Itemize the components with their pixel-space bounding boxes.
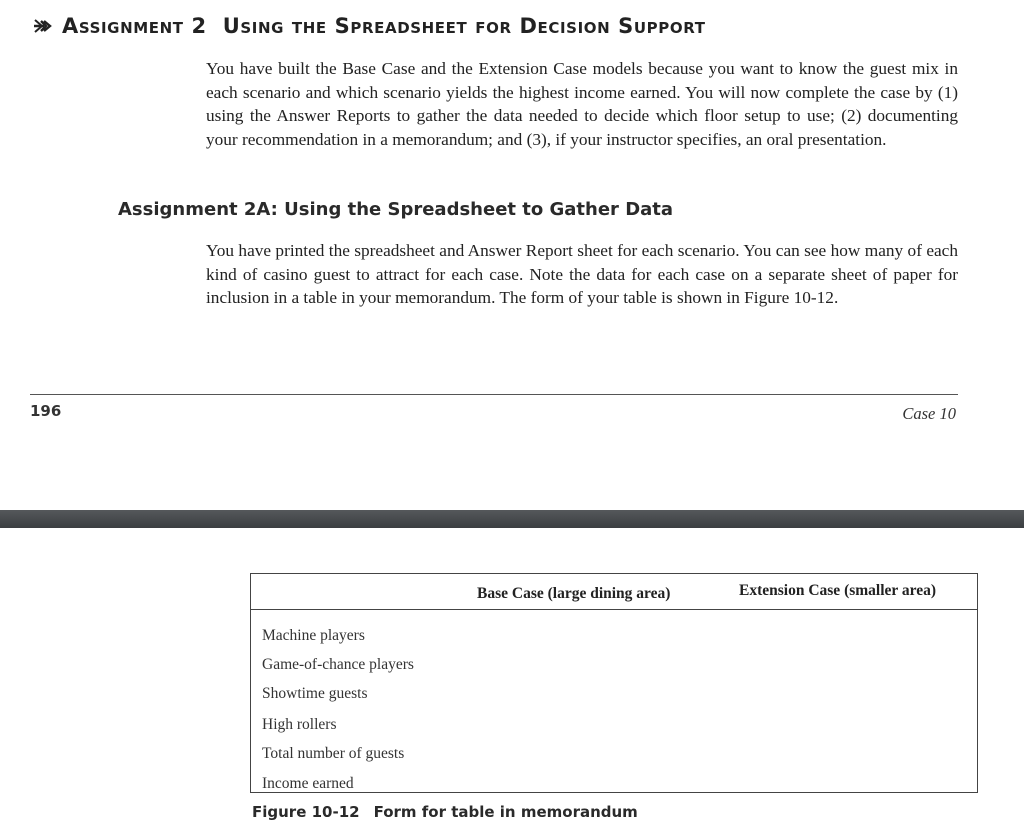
table-row: High rollers: [262, 716, 337, 733]
instruction-paragraph: You have printed the spreadsheet and Answer Report sheet for each scenario. You can see how many of each kind of casino guest to attract for each case. Note the data for each case on a separate sheet of paper for inclusion in a table in your memorandum. The form of your table is shown in Figure 10-12.: [206, 241, 958, 307]
header-rule: [251, 609, 977, 610]
table-row: Game-of-chance players: [262, 656, 414, 673]
column-header-base-case: Base Case (large dining area): [477, 585, 671, 602]
table-row: Income earned: [262, 775, 354, 792]
intro-paragraph: You have built the Base Case and the Extension Case models because you want to know the guest mix in each scenario and which scenario yields the highest income earned. You will now complete the case by (1) using the Answer Reports to gather the data needed to decide which floor setup to use; (2) documenting your recommendation in a memorandum; and (3), if your instructor specifies, an oral presentation.: [206, 59, 958, 149]
figure-caption: [252, 803, 638, 821]
assignment-title: Using the Spreadsheet for Decision Support: [222, 14, 706, 38]
table-row: Total number of guests: [262, 745, 405, 762]
arrow-icon: [32, 17, 56, 35]
assignment-heading: [32, 14, 706, 38]
footer-rule: [30, 394, 958, 395]
memo-form-table: [250, 573, 978, 793]
table-row: Machine players: [262, 627, 365, 644]
assignment-number: Assignment 2: [62, 14, 207, 38]
column-header-extension-case: Extension Case (smaller area): [739, 582, 937, 599]
figure-caption-text: Form for table in memorandum: [373, 803, 638, 821]
table-row: Showtime guests: [262, 685, 368, 702]
page-number: 196: [30, 402, 62, 420]
page-divider: [0, 510, 1024, 528]
figure-number: Figure 10-12: [252, 803, 360, 821]
subheading-2a: Assignment 2A: Using the Spreadsheet to Gather Data: [118, 199, 674, 220]
case-label: Case 10: [902, 404, 956, 423]
